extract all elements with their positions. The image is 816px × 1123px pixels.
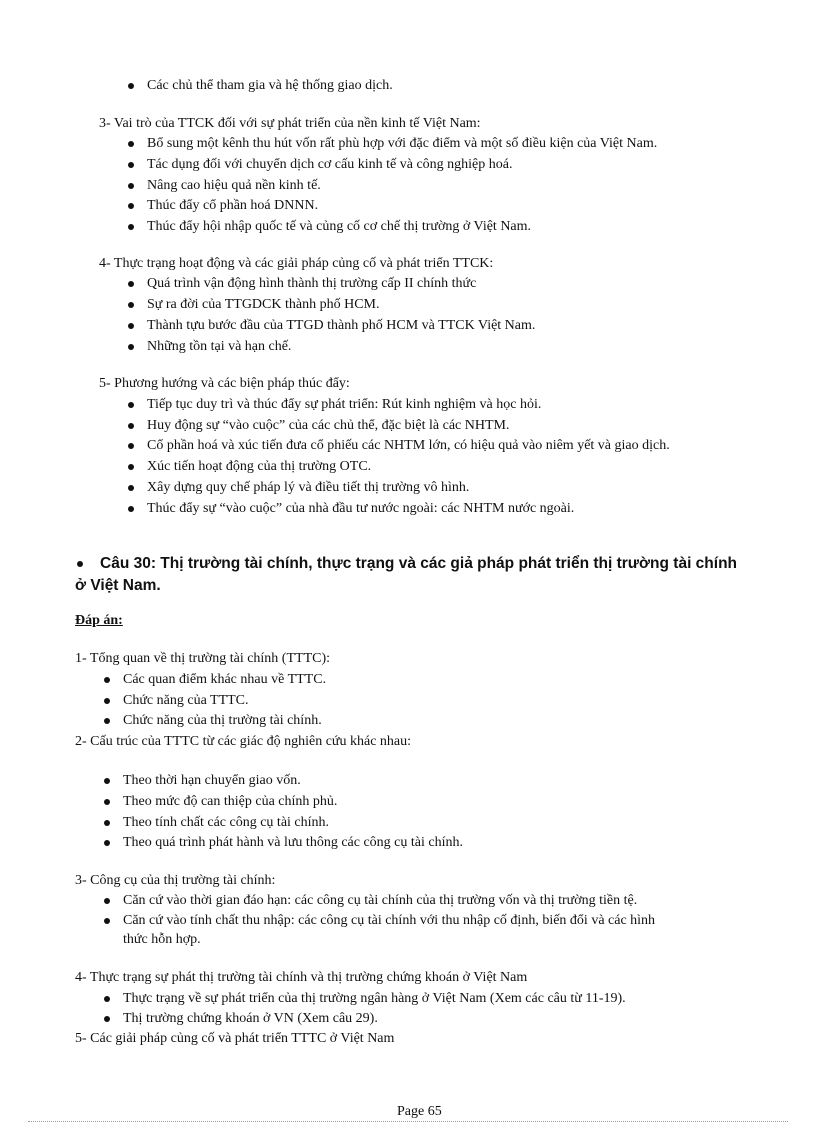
answer-label: Đáp án: — [75, 613, 123, 628]
bullet-icon — [128, 162, 134, 168]
list-item: Theo quá trình phát hành và lưu thông các công cụ tài chính. — [123, 835, 463, 850]
bullet-icon — [104, 898, 110, 904]
list-item: Nâng cao hiệu quả nền kinh tế. — [147, 178, 321, 193]
bullet-icon — [128, 224, 134, 230]
list-item: Căn cứ vào thời gian đáo hạn: các công cụ tài chính của thị trường vốn và thị trường tiền tệ. — [123, 893, 638, 908]
bullet-icon — [128, 323, 134, 329]
bullet-icon — [104, 799, 110, 805]
bullet-icon — [104, 820, 110, 826]
list-item: Tiếp tục duy trì và thúc đẩy sự phát triển: Rút kinh nghiệm và học hỏi. — [147, 397, 542, 412]
numbered-item: 4- Thực trạng sự phát thị trường tài chính và thị trường chứng khoán ở Việt Nam — [75, 970, 528, 985]
list-item: Thúc đẩy hội nhập quốc tế và củng cố cơ chế thị trường ở Việt Nam. — [147, 219, 532, 234]
bullet-icon — [77, 561, 83, 567]
list-item: Những tồn tại và hạn chế. — [147, 339, 292, 354]
question-heading: ở Việt Nam. — [75, 577, 161, 594]
page-footer: Page 65 — [397, 1104, 442, 1119]
list-item: Quá trình vận động hình thành thị trường cấp II chính thức — [147, 276, 477, 291]
numbered-item: 3- Vai trò của TTCK đối với sự phát triển của nền kinh tế Việt Nam: — [99, 116, 481, 131]
numbered-item: 3- Công cụ của thị trường tài chính: — [75, 873, 276, 888]
bullet-icon — [128, 302, 134, 308]
bullet-icon — [104, 918, 110, 924]
list-item: Huy động sự “vào cuộc” của các chủ thể, đặc biệt là các NHTM. — [147, 418, 510, 433]
bullet-icon — [128, 506, 134, 512]
bullet-icon — [128, 485, 134, 491]
bullet-icon — [104, 677, 110, 683]
list-item: Thúc đẩy cổ phần hoá DNNN. — [147, 198, 319, 213]
list-item: Theo thời hạn chuyển giao vốn. — [123, 773, 301, 788]
list-item: Chức năng của TTTC. — [123, 693, 249, 708]
question-heading: Câu 30: Thị trường tài chính, thực trạng và các giả pháp phát triển thị trường tài chính — [100, 555, 738, 572]
bullet-icon — [104, 840, 110, 846]
list-item: Chức năng của thị trường tài chính. — [123, 713, 322, 728]
bullet-icon — [128, 141, 134, 147]
bullet-icon — [104, 1016, 110, 1022]
list-item: Thúc đẩy sự “vào cuộc” của nhà đầu tư nước ngoài: các NHTM nước ngoài. — [147, 501, 575, 516]
list-item: Các chủ thể tham gia và hệ thống giao dịch. — [147, 78, 393, 93]
list-item: Thực trạng về sự phát triển của thị trường ngân hàng ở Việt Nam (Xem các câu từ 11-19). — [123, 991, 626, 1006]
list-item: Thành tựu bước đầu của TTGD thành phố HCM và TTCK Việt Nam. — [147, 318, 536, 333]
bullet-icon — [128, 443, 134, 449]
list-item: Các quan điểm khác nhau về TTTC. — [123, 672, 327, 687]
numbered-item: 1- Tổng quan về thị trường tài chính (TTTC): — [75, 651, 331, 666]
list-item: Sự ra đời của TTGDCK thành phố HCM. — [147, 297, 380, 312]
bullet-icon — [128, 281, 134, 287]
bullet-icon — [104, 698, 110, 704]
footer-rule — [28, 1121, 788, 1122]
list-item-continuation: thức hỗn hợp. — [123, 932, 201, 947]
numbered-item: 2- Cấu trúc của TTTC từ các giác độ nghiên cứu khác nhau: — [75, 734, 412, 749]
list-item: Căn cứ vào tính chất thu nhập: các công cụ tài chính với thu nhập cố định, biến đổi và các hình — [123, 913, 656, 928]
list-item: Bổ sung một kênh thu hút vốn rất phù hợp với đặc điểm và một số điều kiện của Việt Nam. — [147, 136, 658, 151]
list-item: Theo mức độ can thiệp của chính phủ. — [123, 794, 338, 809]
list-item: Xúc tiến hoạt động của thị trường OTC. — [147, 459, 372, 474]
bullet-icon — [128, 464, 134, 470]
bullet-icon — [128, 83, 134, 89]
list-item: Tác dụng đối với chuyển dịch cơ cấu kinh tế và công nghiệp hoá. — [147, 157, 513, 172]
list-item: Thị trường chứng khoán ở VN (Xem câu 29). — [123, 1011, 378, 1026]
numbered-item: 4- Thực trạng hoạt động và các giải pháp củng cố và phát triển TTCK: — [99, 256, 494, 271]
bullet-icon — [104, 718, 110, 724]
bullet-icon — [128, 402, 134, 408]
bullet-icon — [128, 183, 134, 189]
bullet-icon — [128, 423, 134, 429]
numbered-item: 5- Các giải pháp củng cố và phát triển TTTC ở Việt Nam — [75, 1031, 395, 1046]
bullet-icon — [128, 344, 134, 350]
list-item: Cổ phần hoá và xúc tiến đưa cổ phiếu các NHTM lớn, có hiệu quả vào niêm yết và giao dịch. — [147, 438, 670, 453]
list-item: Theo tính chất các công cụ tài chính. — [123, 815, 330, 830]
bullet-icon — [128, 203, 134, 209]
list-item: Xây dựng quy chế pháp lý và điều tiết thị trường vô hình. — [147, 480, 470, 495]
bullet-icon — [104, 778, 110, 784]
numbered-item: 5- Phương hướng và các biện pháp thúc đẩy: — [99, 376, 350, 391]
bullet-icon — [104, 996, 110, 1002]
